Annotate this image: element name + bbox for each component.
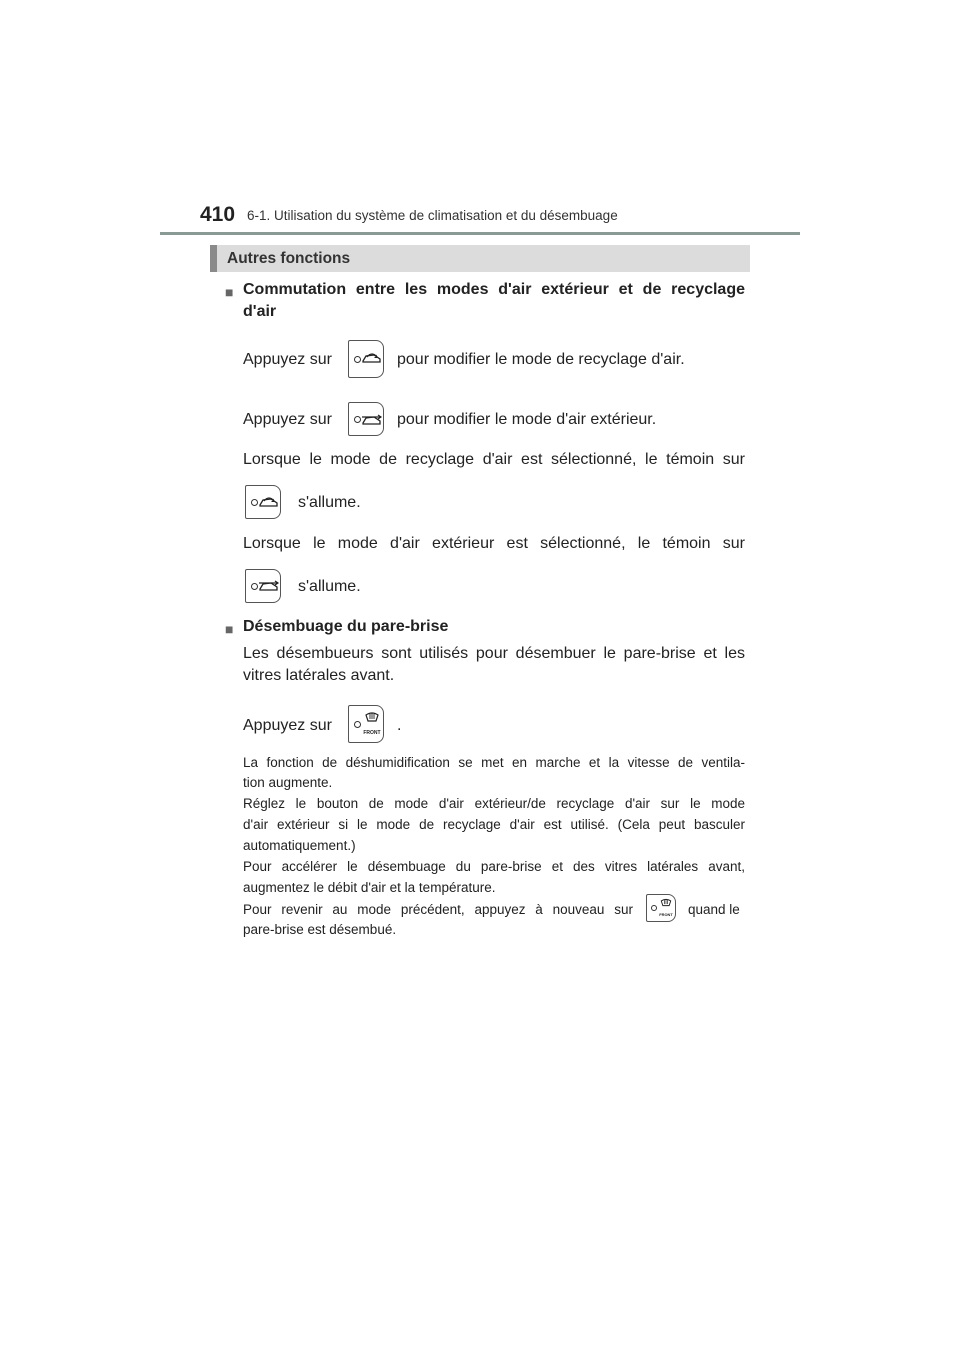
front-label-small: FRONT	[659, 911, 673, 917]
note-line: automatiquement.)	[243, 838, 356, 853]
front-defroster-button-icon-small	[646, 894, 676, 922]
recirc-title-line1: Commutation entre les modes d'air extérieur et de recyclage	[243, 281, 745, 298]
section-heading	[210, 245, 750, 272]
recirc-p3-after: s'allume.	[298, 494, 361, 511]
note-last-line2: pare-brise est désembué.	[243, 922, 397, 937]
recirc-p2-before: Appuyez sur	[243, 411, 332, 428]
front-label: FRONT	[363, 730, 381, 736]
page-number: 410	[200, 203, 236, 226]
note-line: tion augmente.	[243, 775, 333, 790]
recirc-p3-line1: Lorsque le mode de recyclage d'air est sélectionné, le témoin sur	[243, 451, 745, 468]
bullet-icon: ■	[225, 621, 234, 637]
outside-air-button-icon	[348, 402, 384, 436]
section-title: Autres fonctions	[227, 250, 351, 267]
recirc-p4-line1: Lorsque le mode d'air extérieur est sélectionné, le témoin sur	[243, 535, 745, 552]
note-last-before: Pour revenir au mode précédent, appuyez à nouveau sur	[243, 902, 633, 917]
note-line: Réglez le bouton de mode d'air extérieur/de recyclage d'air sur le mode	[243, 796, 745, 811]
chapter-title: 6-1. Utilisation du système de climatisation et du désembuage	[247, 208, 618, 223]
header-divider	[160, 232, 800, 235]
recirc-p1-before: Appuyez sur	[243, 351, 332, 368]
note-last-after: quand le	[688, 902, 740, 917]
outside-air-indicator-icon	[245, 569, 281, 603]
recirc-p1-after: pour modifier le mode de recyclage d'air.	[397, 351, 685, 368]
defog-p2-after: .	[397, 717, 402, 734]
note-line: augmentez le débit d'air et la température.	[243, 880, 496, 895]
note-line: La fonction de déshumidification se met en marche et la vitesse de ventila-	[243, 755, 745, 770]
recirculation-indicator-icon	[245, 485, 281, 519]
recirc-p4-after: s'allume.	[298, 578, 361, 595]
bullet-icon: ■	[225, 284, 234, 300]
defog-p2-before: Appuyez sur	[243, 717, 332, 734]
defog-p1-line1: Les désembueurs sont utilisés pour désembuer le pare-brise et les	[243, 645, 745, 662]
note-line: d'air extérieur si le mode de recyclage d'air est utilisé. (Cela peut basculer	[243, 817, 745, 832]
recirculation-button-icon	[348, 340, 384, 378]
note-line: Pour accélérer le désembuage du pare-brise et des vitres latérales avant,	[243, 859, 745, 874]
defog-title: Désembuage du pare-brise	[243, 618, 449, 635]
defog-p1-line2: vitres latérales avant.	[243, 667, 395, 684]
recirc-title-line2: d'air	[243, 303, 277, 320]
front-defroster-button-icon	[348, 705, 384, 743]
recirc-p2-after: pour modifier le mode d'air extérieur.	[397, 411, 657, 428]
